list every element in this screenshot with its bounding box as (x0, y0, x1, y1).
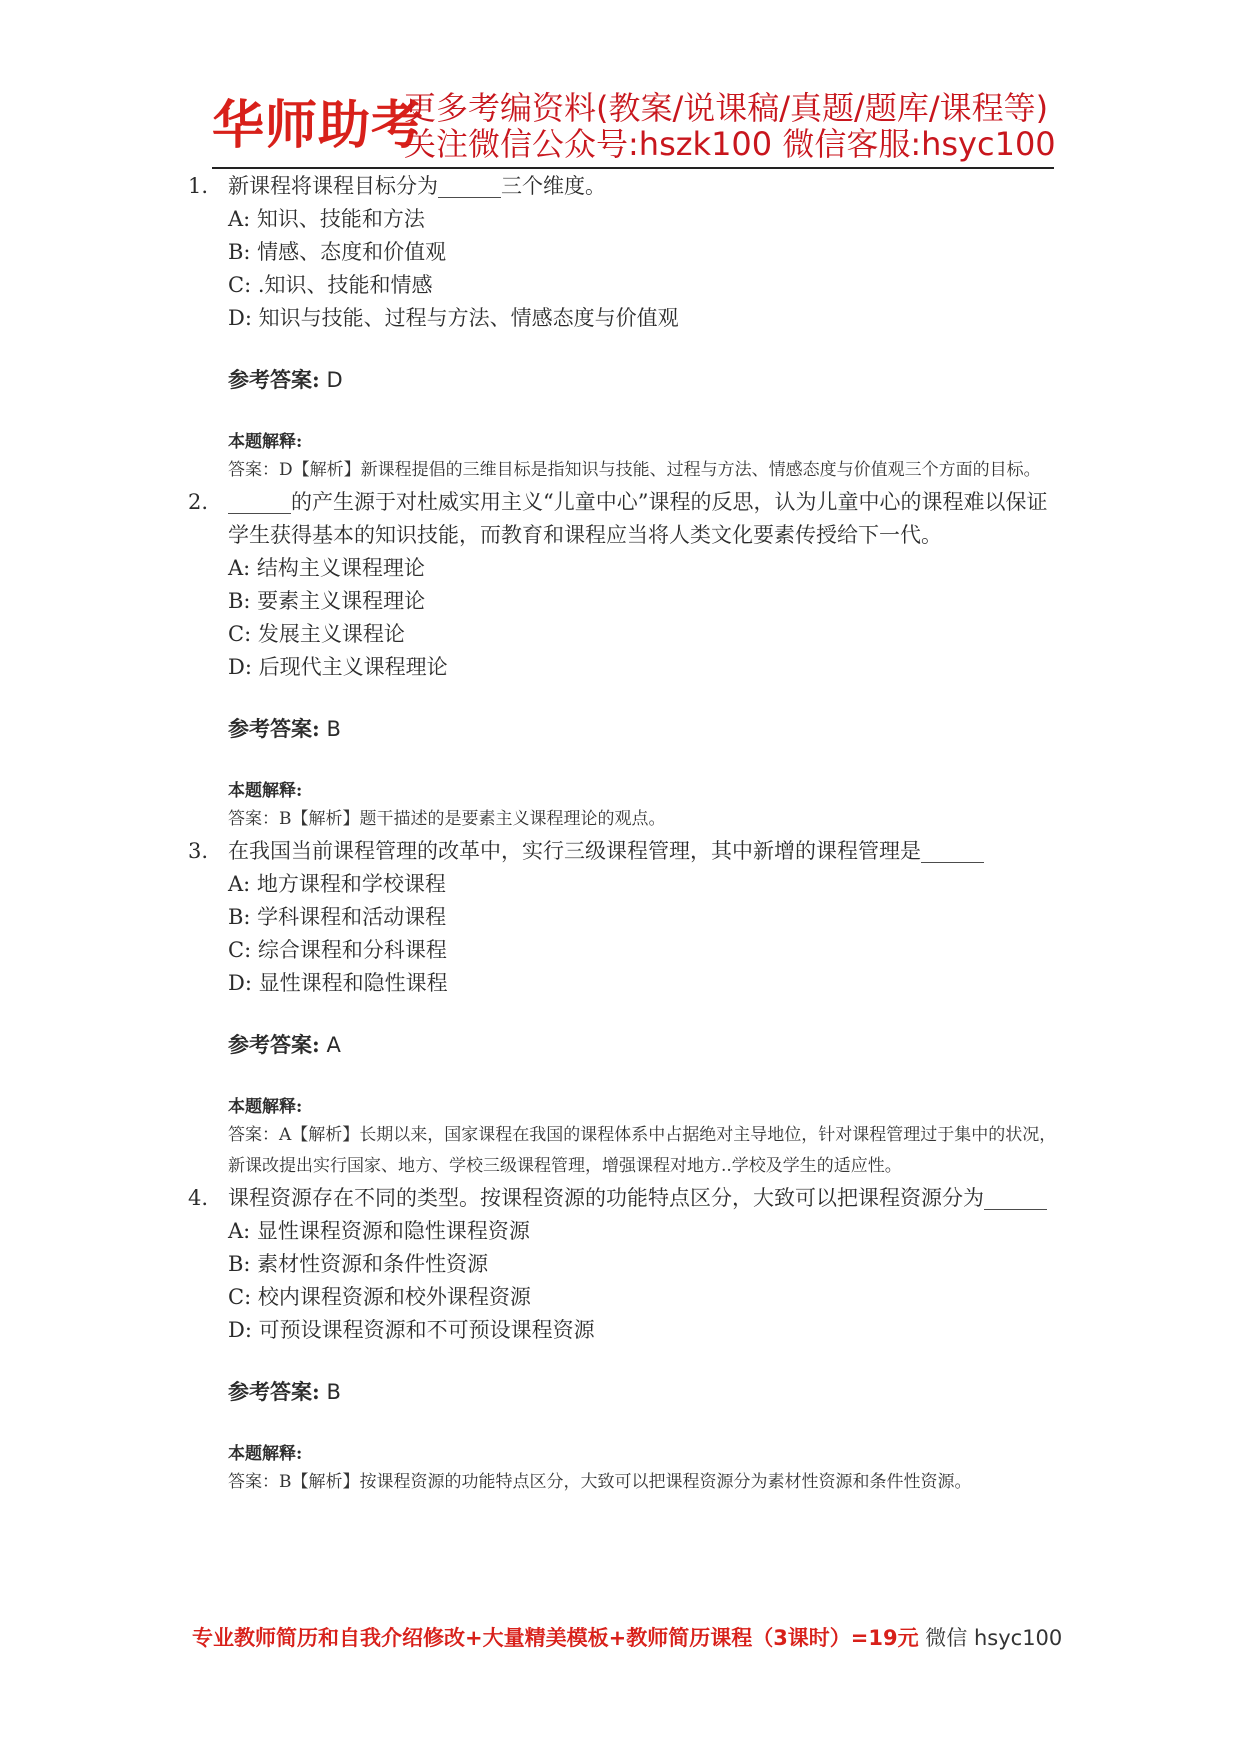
option-a: A: 地方课程和学校课程 (228, 872, 446, 896)
question-1 (188, 170, 1058, 486)
option-d: D: 显性课程和隐性课程 (228, 971, 448, 995)
question-text: ______的产生源于对杜威实用主义“儿童中心”课程的反思，认为儿童中心的课程难以保证学生获得基本的知识技能，而教育和课程应当将人类文化要素传授给下一代。 (228, 490, 1048, 547)
explanation-text: 答案：D【解析】新课程提倡的三维目标是指知识与技能、过程与方法、情感态度与价值观三个方面的目标。 (228, 460, 1041, 480)
question-number: 1. (188, 174, 209, 198)
option-a: A: 知识、技能和方法 (228, 207, 425, 231)
option-b: B: 情感、态度和价值观 (228, 240, 447, 264)
question-number: 4. (188, 1186, 209, 1210)
footer-promo (192, 1622, 1062, 1652)
reference-answer (228, 1028, 1058, 1062)
brand-logo: 华师助考 (212, 96, 425, 156)
answer-value: D (326, 368, 343, 392)
explanation-label: 本题解释: (228, 781, 303, 801)
question-text: 课程资源存在不同的类型。按课程资源的功能特点区分，大致可以把课程资源分为______ (228, 1186, 1047, 1210)
question-number: 2. (188, 490, 209, 514)
option-a: A: 结构主义课程理论 (228, 556, 425, 580)
reference-answer (228, 712, 1058, 746)
answer-label: 参考答案: (228, 367, 320, 392)
option-a: A: 显性课程资源和隐性课程资源 (228, 1219, 530, 1243)
question-4 (188, 1182, 1058, 1498)
answer-label: 参考答案: (228, 716, 320, 741)
answer-value: B (326, 1380, 341, 1404)
question-list (188, 170, 1058, 1498)
question-3 (188, 835, 1058, 1182)
answer-label: 参考答案: (228, 1379, 320, 1404)
answer-value: A (326, 1033, 341, 1057)
option-c: C: 综合课程和分科课程 (228, 938, 447, 962)
reference-answer (228, 363, 1058, 397)
question-text: 在我国当前课程管理的改革中，实行三级课程管理，其中新增的课程管理是______ (228, 839, 984, 863)
question-stem (188, 1182, 1058, 1215)
question-2 (188, 486, 1058, 835)
explanation-label: 本题解释: (228, 1097, 303, 1117)
header-divider (212, 167, 1054, 169)
promo-line-1: 更多考编资料(教案/说课稿/真题/题库/课程等) (404, 89, 1049, 127)
option-b: B: 要素主义课程理论 (228, 589, 426, 613)
explanation-text: 答案：B【解析】按课程资源的功能特点区分，大致可以把课程资源分为素材性资源和条件性资源。 (228, 1472, 972, 1492)
explanation-text: 答案：B【解析】题干描述的是要素主义课程理论的观点。 (228, 809, 666, 829)
question-stem (188, 486, 1058, 552)
answer-label: 参考答案: (228, 1032, 320, 1057)
option-c: C: .知识、技能和情感 (228, 273, 433, 297)
question-stem (188, 835, 1058, 868)
option-b: B: 素材性资源和条件性资源 (228, 1252, 489, 1276)
option-b: B: 学科课程和活动课程 (228, 905, 447, 929)
question-text: 新课程将课程目标分为______三个维度。 (228, 174, 606, 198)
option-d: D: 知识与技能、过程与方法、情感态度与价值观 (228, 306, 679, 330)
question-stem (188, 170, 1058, 203)
header-banner (212, 88, 1054, 168)
option-c: C: 校内课程资源和校外课程资源 (228, 1285, 531, 1309)
promo-line-2: 关注微信公众号:hszk100 微信客服:hsyc100 (404, 125, 1056, 163)
footer-contact: 微信 hsyc100 (918, 1626, 1063, 1650)
explanation-label: 本题解释: (228, 432, 303, 452)
question-number: 3. (188, 839, 209, 863)
option-d: D: 可预设课程资源和不可预设课程资源 (228, 1318, 595, 1342)
reference-answer (228, 1375, 1058, 1409)
footer-promo-text: 专业教师简历和自我介绍修改+大量精美模板+教师简历课程（3课时）=19元 (192, 1626, 919, 1650)
option-d: D: 后现代主义课程理论 (228, 655, 448, 679)
answer-value: B (326, 717, 341, 741)
option-c: C: 发展主义课程论 (228, 622, 405, 646)
explanation-label: 本题解释: (228, 1444, 303, 1464)
explanation-text: 答案：A【解析】长期以来，国家课程在我国的课程体系中占据绝对主导地位，针对课程管理过于集中的状况，新课改提出实行国家、地方、学校三级课程管理，增强课程对地方..学校及学生的适应性。 (228, 1125, 1057, 1176)
